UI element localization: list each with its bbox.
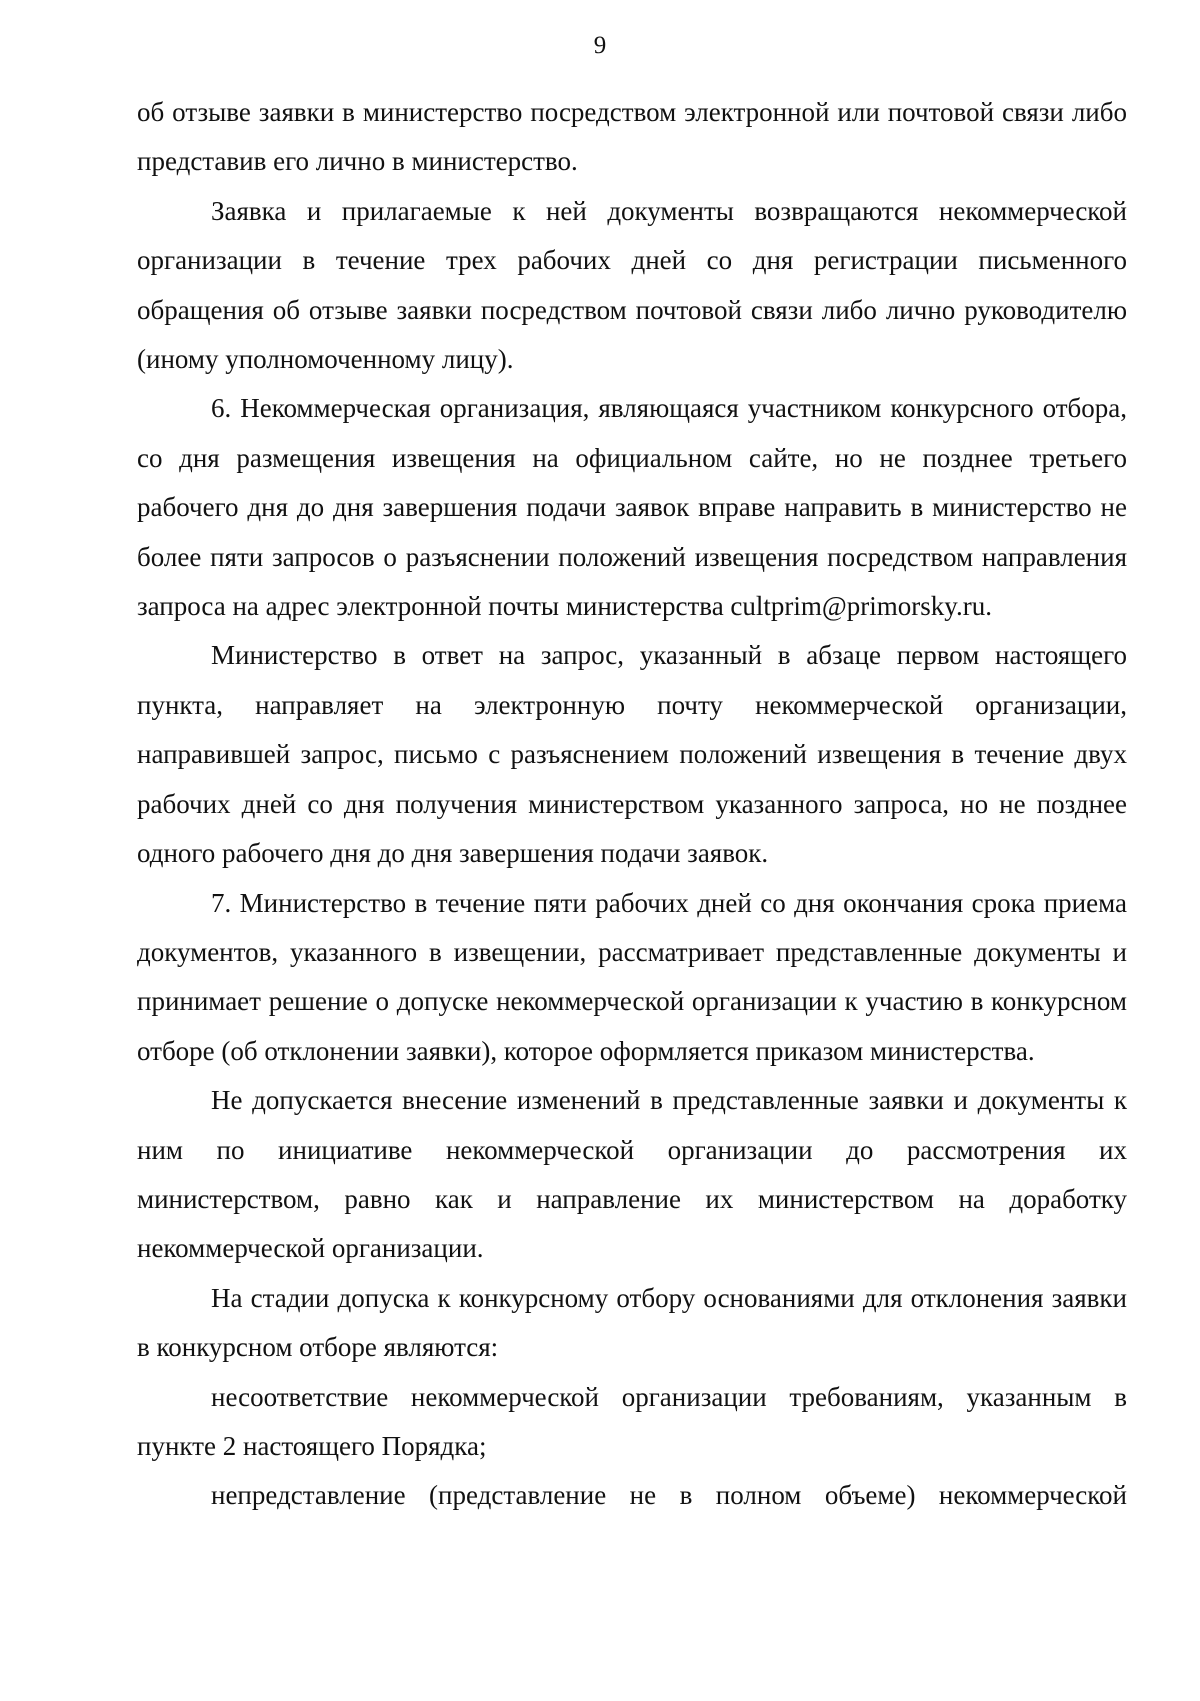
- paragraph-no-changes-allowed: Не допускается внесение изменений в представленные заявки и документы к ним по инициативе некоммерческой организации до рассмотрения их министерством, равно как и направление их министерством на доработку некоммерческой организации.: [137, 1085, 1127, 1264]
- paragraph-ground-nonsubmission: непредставление (представление не в полном объеме) некоммерческой: [211, 1480, 1127, 1511]
- paragraph-item-7-admission-decision: 7. Министерство в течение пяти рабочих дней со дня окончания срока приема документов, указанного в извещении, рассматривает представленные документы и принимает решение о допуске некоммерческой организации к участию в конкурсном отборе (об отклонении заявки), которое оформляется приказом министерства.: [137, 887, 1127, 1066]
- paragraph-item-6-clarification-requests: 6. Некоммерческая организация, являющаяся участником конкурсного отбора, со дня размещения извещения на официальном сайте, но не позднее третьего рабочего дня до дня завершения подачи заявок вправе направить в министерство не более пяти запросов о разъяснении положений извещения посредством направления запроса на адрес электронной почты министерства cultprim@primorsky.ru.: [137, 393, 1127, 622]
- paragraph-rejection-grounds-intro: На стадии допуска к конкурсному отбору основаниями для отклонения заявки в конкурсном отборе являются:: [137, 1282, 1127, 1363]
- document-body: [137, 88, 1127, 1521]
- page-number: 9: [593, 32, 607, 59]
- paragraph-documents-return: Заявка и прилагаемые к ней документы возвращаются некоммерческой организации в течение трех рабочих дней со дня регистрации письменного обращения об отзыве заявки посредством почтовой связи либо лично руководителю (иному уполномоченному лицу).: [137, 195, 1127, 375]
- paragraph-ministry-response: Министерство в ответ на запрос, указанный в абзаце первом настоящего пункта, направляет на электронную почту некоммерческой организации, направившей запрос, письмо с разъяснением положений извещения в течение двух рабочих дней со дня получения министерством указанного запроса, но не позднее одного рабочего дня до дня завершения подачи заявок.: [137, 640, 1127, 869]
- paragraph-ground-nonconformity: несоответствие некоммерческой организации требованиям, указанным в пункте 2 настоящего Порядка;: [137, 1381, 1127, 1461]
- paragraph-withdrawal-continuation: об отзыве заявки в министерство посредством электронной или почтовой связи либо представив его лично в министерство.: [137, 97, 1127, 177]
